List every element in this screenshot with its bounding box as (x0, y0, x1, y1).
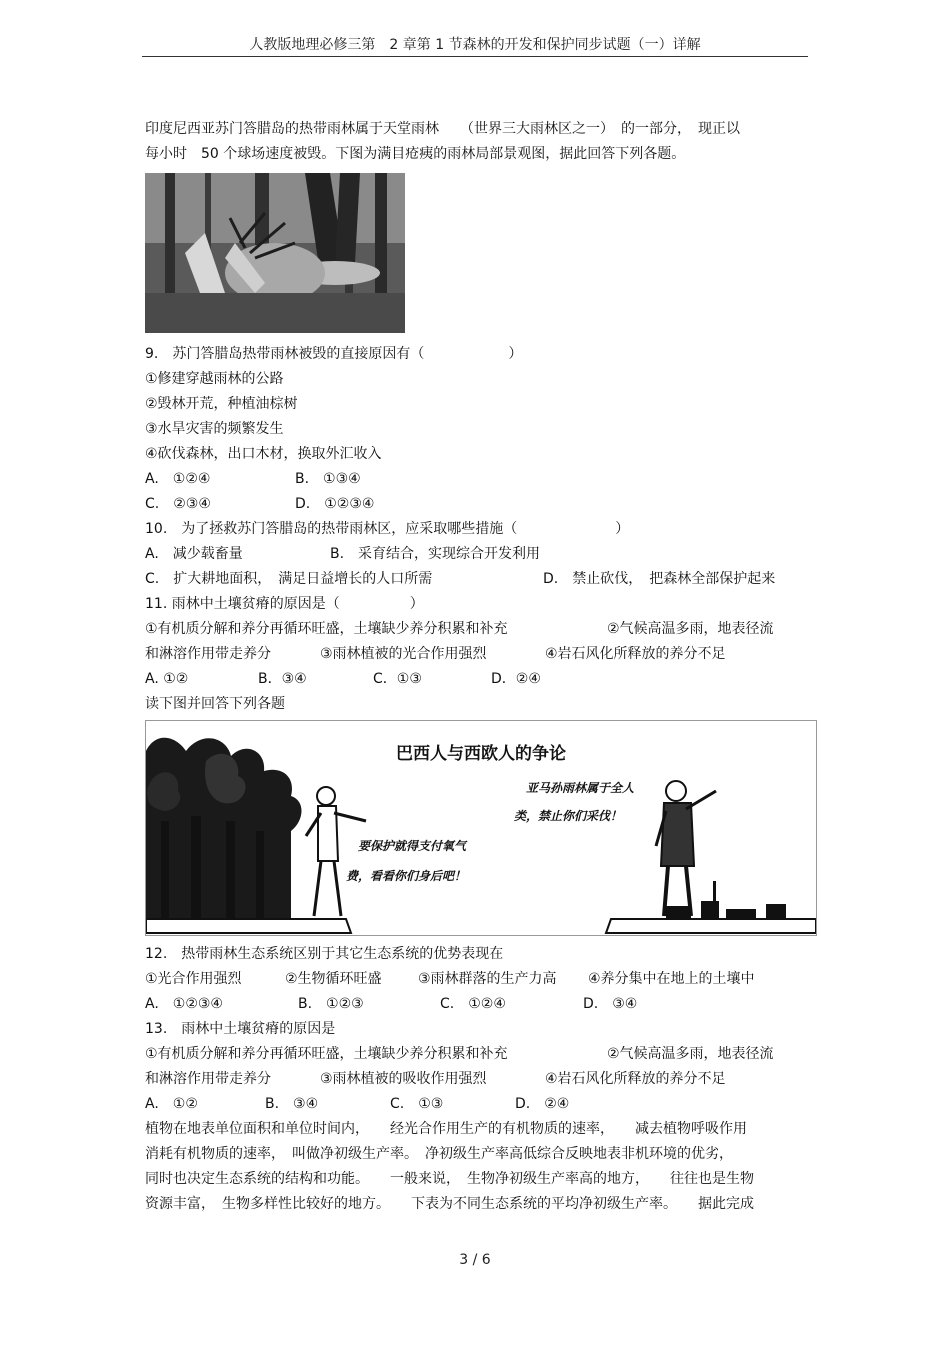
q11-item-2b: 和淋溶作用带走养分 (145, 646, 271, 662)
q11-option-b: B．③④ (258, 671, 307, 687)
q9-item-4: ④砍伐森林，出口木材，换取外汇收入 (145, 446, 382, 462)
q12-item-3: ③雨林群落的生产力高 (418, 971, 557, 987)
header-title: 人教版地理必修三第 2 章第 1 节森林的开发和保护同步试题（一）详解 (249, 37, 701, 53)
q12-option-c: C. ①②④ (440, 996, 506, 1012)
q13-item-1: ①有机质分解和养分再循环旺盛，土壤缺少养分积累和补充 (145, 1046, 508, 1062)
q12-option-d: D. ③④ (583, 996, 638, 1012)
intro-line-1: 印度尼西亚苏门答腊岛的热带雨林属于天堂雨林 （世界三大雨林区之一） 的一部分， 现正以 (145, 121, 740, 137)
paragraph-line-2: 消耗有机物质的速率， 叫做净初级生产率。 净初级生产率高低综合反映地表非机环境的优劣， (145, 1146, 733, 1162)
q9-option-a: A. ①②④ (145, 471, 211, 487)
q13-option-d: D. ②④ (515, 1096, 570, 1112)
q9-item-3: ③水旱灾害的频繁发生 (145, 421, 284, 437)
q13-item-2a: ②气候高温多雨，地表径流 (607, 1046, 774, 1062)
q13-stem: 13. 雨林中土壤贫瘠的原因是 (145, 1021, 336, 1037)
q13-item-4: ④岩石风化所释放的养分不足 (545, 1071, 726, 1087)
q9-stem: 9. 苏门答腊岛热带雨林被毁的直接原因有（ ） (145, 346, 523, 362)
q10-option-a: A. 减少载畜量 (145, 546, 243, 562)
cartoon-speech-left-2: 费，看看你们身后吧！ (346, 869, 467, 883)
q11-option-c: C．①③ (373, 671, 422, 687)
q13-item-2b: 和淋溶作用带走养分 (145, 1071, 271, 1087)
q12-option-a: A. ①②③④ (145, 996, 223, 1012)
cartoon-speech-right-2: 类，禁止你们采伐！ (514, 809, 623, 823)
page-header (142, 34, 808, 57)
q12-stem: 12. 热带雨林生态系统区别于其它生态系统的优势表现在 (145, 946, 504, 962)
read-figure-prompt: 读下图并回答下列各题 (145, 696, 285, 712)
q13-option-a: A. ①② (145, 1096, 198, 1112)
q10-option-d: D. 禁止砍伐， 把森林全部保护起来 (543, 571, 776, 587)
q13-option-c: C. ①③ (390, 1096, 444, 1112)
q9-option-c: C. ②③④ (145, 496, 211, 512)
q9-item-1: ①修建穿越雨林的公路 (145, 371, 284, 387)
q13-option-b: B. ③④ (265, 1096, 319, 1112)
cartoon-speech-right-1: 亚马孙雨林属于全人 (526, 781, 635, 795)
q10-option-b: B. 采育结合，实现综合开发利用 (330, 546, 541, 562)
debate-cartoon (145, 720, 817, 936)
q11-item-4: ④岩石风化所释放的养分不足 (545, 646, 726, 662)
page-number: 3 / 6 (459, 1252, 491, 1268)
q11-option-a: A. ①② (145, 671, 189, 687)
paragraph-line-3: 同时也决定生态系统的结构和功能。 一般来说， 生物净初级生产率高的地方， 往往也是生物 (145, 1171, 754, 1187)
rainforest-photo-drawing (145, 173, 405, 333)
q11-item-2a: ②气候高温多雨，地表径流 (607, 621, 774, 637)
rainforest-photo (145, 173, 405, 333)
cartoon-title: 巴西人与西欧人的争论 (396, 744, 566, 764)
q13-item-3: ③雨林植被的吸收作用强烈 (320, 1071, 487, 1087)
q10-option-c: C. 扩大耕地面积， 满足日益增长的人口所需 (145, 571, 433, 587)
q11-option-d: D．②④ (491, 671, 541, 687)
q11-stem: 11. 雨林中土壤贫瘠的原因是（ ） (145, 596, 424, 612)
q12-item-1: ①光合作用强烈 (145, 971, 242, 987)
q12-item-2: ②生物循环旺盛 (285, 971, 382, 987)
q9-option-d: D. ①②③④ (295, 496, 375, 512)
q11-item-1: ①有机质分解和养分再循环旺盛，土壤缺少养分积累和补充 (145, 621, 508, 637)
q9-item-2: ②毁林开荒，种植油棕树 (145, 396, 298, 412)
q12-item-4: ④养分集中在地上的土壤中 (588, 971, 755, 987)
q9-option-b: B. ①③④ (295, 471, 361, 487)
q10-stem: 10. 为了拯救苏门答腊岛的热带雨林区，应采取哪些措施（ ） (145, 521, 630, 537)
paragraph-line-4: 资源丰富， 生物多样性比较好的地方。 下表为不同生态系统的平均净初级生产率。 据此完成 (145, 1196, 754, 1212)
intro-line-2: 每小时 50 个球场速度被毁。下图为满目疮痍的雨林局部景观图，据此回答下列各题。 (145, 146, 686, 162)
cartoon-speech-left-1: 要保护就得支付氧气 (358, 839, 467, 853)
q12-option-b: B. ①②③ (298, 996, 364, 1012)
paragraph-line-1: 植物在地表单位面积和单位时间内， 经光合作用生产的有机物质的速率， 减去植物呼吸作用 (145, 1121, 747, 1137)
q11-item-3: ③雨林植被的光合作用强烈 (320, 646, 487, 662)
